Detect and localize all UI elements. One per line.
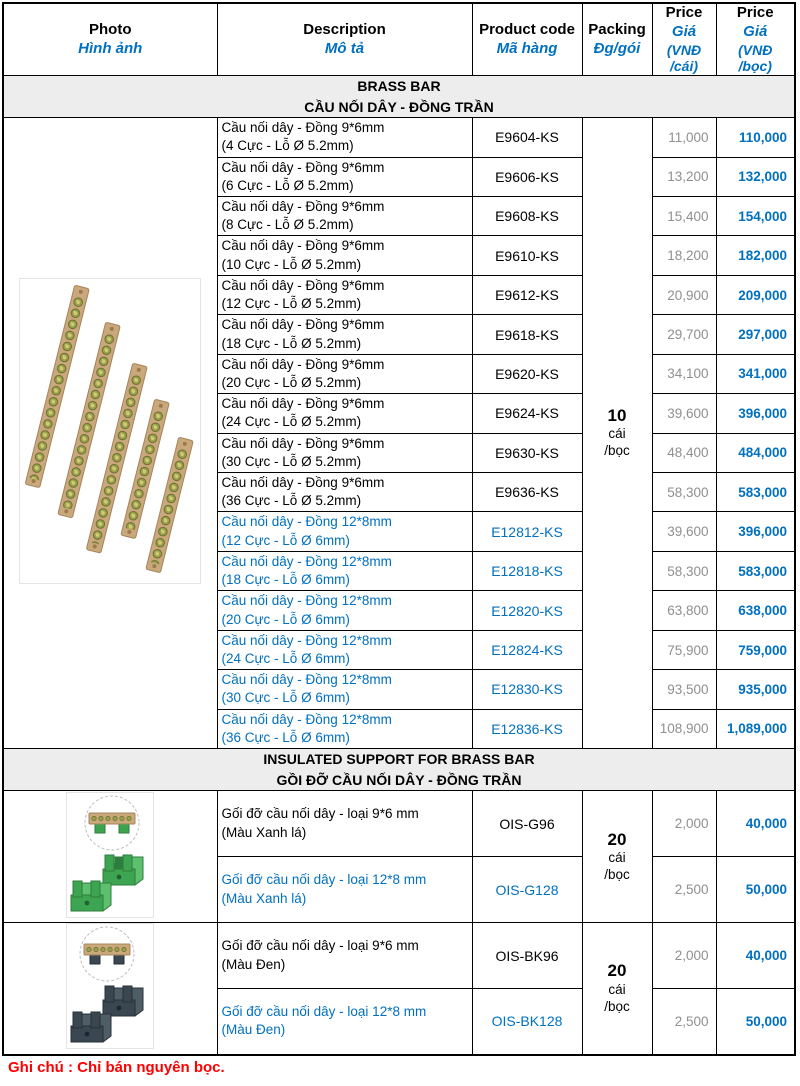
col-header-price-unit-cur: (VNĐ [666,41,702,58]
packing-qty: 20 [607,829,627,849]
unit-price: 108,900 [652,709,716,748]
product-description: Cầu nối dây - Đồng 9*6mm (4 Cực - Lỗ Ø 5.2mm) [217,118,472,157]
table-header-row [3,3,795,76]
product-code: E9630-KS [472,433,582,472]
unit-price: 2,000 [652,923,716,989]
unit-price: 29,700 [652,315,716,354]
pack-price: 154,000 [716,196,795,235]
product-description: Cầu nối dây - Đồng 9*6mm (6 Cực - Lỗ Ø 5.2mm) [217,157,472,196]
pack-price: 50,000 [716,857,795,923]
pack-price: 182,000 [716,236,795,275]
price-table [2,2,796,1056]
footer-note: Ghi chú : Chỉ bán nguyên bọc. [8,1059,225,1076]
product-description: Gối đỡ cầu nối dây - loại 12*8 mm (Màu Đen) [217,989,472,1055]
col-header-packing-vi: Đg/gói [593,39,641,57]
unit-price: 18,200 [652,236,716,275]
pack-price: 583,000 [716,551,795,590]
product-description: Cầu nối dây - Đồng 9*6mm (10 Cực - Lỗ Ø 5.2mm) [217,236,472,275]
col-header-packing [582,3,652,76]
product-description: Cầu nối dây - Đồng 12*8mm (24 Cực - Lỗ Ø 6mm) [217,630,472,669]
product-code: E12820-KS [472,591,582,630]
product-description: Cầu nối dây - Đồng 9*6mm (8 Cực - Lỗ Ø 5.2mm) [217,196,472,235]
col-header-price-pack-vi: Giá [743,22,768,40]
unit-price: 15,400 [652,196,716,235]
product-code: E9610-KS [472,236,582,275]
section-title-brass-bar [3,76,795,118]
section-title-row-insulated-support [3,749,795,791]
packing-unit: cái [608,981,626,997]
col-header-price-unit-vi: Giá [671,22,697,40]
section-title-en: INSULATED SUPPORT FOR BRASS BAR [263,751,535,768]
unit-price: 2,000 [652,791,716,857]
product-photo-cell [3,923,217,1055]
black-supports-product-photo [66,923,154,1049]
pack-price: 1,089,000 [716,709,795,748]
col-header-price-unit-per: /cái) [669,58,698,75]
product-code: E9620-KS [472,354,582,393]
col-header-price-pack-cur: (VNĐ [738,41,773,58]
pack-price: 484,000 [716,433,795,472]
pack-price: 759,000 [716,630,795,669]
unit-price: 58,300 [652,473,716,512]
packing-per: /bọc [604,998,630,1014]
col-header-price-unit-en: Price [665,4,703,21]
product-description: Cầu nối dây - Đồng 12*8mm (36 Cực - Lỗ Ø 6mm) [217,709,472,748]
product-description: Gối đỡ cầu nối dây - loại 12*8 mm (Màu Xanh lá) [217,857,472,923]
pack-price: 132,000 [716,157,795,196]
product-description: Cầu nối dây - Đồng 9*6mm (20 Cực - Lỗ Ø 5.2mm) [217,354,472,393]
section-title-vi: CẦU NỐI DÂY - ĐỒNG TRẦN [304,98,494,115]
product-photo-cell [3,118,217,749]
col-header-product-code-en: Product code [479,20,575,38]
product-code: OIS-G96 [472,791,582,857]
unit-price: 39,600 [652,394,716,433]
unit-price: 63,800 [652,591,716,630]
col-header-price-pack-per: /bọc) [738,58,772,75]
pack-price: 583,000 [716,473,795,512]
col-header-price-unit [652,3,716,76]
col-header-description-en: Description [303,20,386,38]
packing-unit: cái [608,849,626,865]
product-code: E9636-KS [472,473,582,512]
unit-price: 39,600 [652,512,716,551]
col-header-photo-vi: Hình ảnh [78,39,143,57]
brass-bars-product-photo [19,278,201,584]
pack-price: 40,000 [716,791,795,857]
product-description: Cầu nối dây - Đồng 9*6mm (36 Cực - Lỗ Ø 5.2mm) [217,473,472,512]
col-header-description-vi: Mô tả [324,39,365,57]
col-header-price-pack-en: Price [736,4,774,21]
unit-price: 11,000 [652,118,716,157]
product-description: Cầu nối dây - Đồng 9*6mm (30 Cực - Lỗ Ø 5.2mm) [217,433,472,472]
product-description: Gối đỡ cầu nối dây - loại 9*6 mm (Màu Đen) [217,923,472,989]
product-code: E9624-KS [472,394,582,433]
product-description: Cầu nối dây - Đồng 12*8mm (20 Cực - Lỗ Ø 6mm) [217,591,472,630]
pack-price: 209,000 [716,275,795,314]
green-supports-product-photo [66,792,154,918]
product-description: Gối đỡ cầu nối dây - loại 9*6 mm (Màu Xanh lá) [217,791,472,857]
packing-info [582,118,652,749]
pack-price: 396,000 [716,394,795,433]
product-code: E9606-KS [472,157,582,196]
product-code: E9612-KS [472,275,582,314]
product-description: Cầu nối dây - Đồng 9*6mm (12 Cực - Lỗ Ø 5.2mm) [217,275,472,314]
product-code: OIS-BK96 [472,923,582,989]
product-row [3,791,795,857]
section-title-insulated-support [3,749,795,791]
product-code: E9604-KS [472,118,582,157]
pack-price: 935,000 [716,670,795,709]
unit-price: 20,900 [652,275,716,314]
pack-price: 297,000 [716,315,795,354]
section-title-en: BRASS BAR [357,78,441,95]
product-code: E12812-KS [472,512,582,551]
product-code: E12830-KS [472,670,582,709]
unit-price: 2,500 [652,857,716,923]
packing-unit: cái [608,426,626,442]
packing-info [582,923,652,1055]
unit-price: 13,200 [652,157,716,196]
col-header-price-pack [716,3,795,76]
packing-info [582,791,652,923]
col-header-product-code-vi: Mã hàng [496,39,558,57]
unit-price: 75,900 [652,630,716,669]
pack-price: 396,000 [716,512,795,551]
product-description: Cầu nối dây - Đồng 9*6mm (18 Cực - Lỗ Ø 5.2mm) [217,315,472,354]
product-description: Cầu nối dây - Đồng 12*8mm (18 Cực - Lỗ Ø 6mm) [217,551,472,590]
product-photo-cell [3,791,217,923]
unit-price: 2,500 [652,989,716,1055]
col-header-description [217,3,472,76]
product-description: Cầu nối dây - Đồng 12*8mm (12 Cực - Lỗ Ø 6mm) [217,512,472,551]
product-code: OIS-BK128 [472,989,582,1055]
unit-price: 93,500 [652,670,716,709]
product-code: E12824-KS [472,630,582,669]
unit-price: 48,400 [652,433,716,472]
product-row [3,118,795,157]
product-code: OIS-G128 [472,857,582,923]
product-code: E12818-KS [472,551,582,590]
col-header-packing-en: Packing [588,20,646,38]
section-title-vi: GỒI ĐỠ CẦU NỐI DÂY - ĐỒNG TRẦN [276,771,522,788]
pack-price: 341,000 [716,354,795,393]
product-description: Cầu nối dây - Đồng 9*6mm (24 Cực - Lỗ Ø 5.2mm) [217,394,472,433]
unit-price: 34,100 [652,354,716,393]
product-description: Cầu nối dây - Đồng 12*8mm (30 Cực - Lỗ Ø 6mm) [217,670,472,709]
col-header-photo [3,3,217,76]
section-title-row-brass-bar [3,76,795,118]
pack-price: 110,000 [716,118,795,157]
product-code: E9618-KS [472,315,582,354]
packing-qty: 10 [607,406,627,426]
product-code: E12836-KS [472,709,582,748]
pack-price: 50,000 [716,989,795,1055]
pack-price: 40,000 [716,923,795,989]
col-header-photo-en: Photo [89,20,132,38]
product-row [3,923,795,989]
packing-per: /bọc [604,866,630,882]
pack-price: 638,000 [716,591,795,630]
product-code: E9608-KS [472,196,582,235]
col-header-product-code [472,3,582,76]
unit-price: 58,300 [652,551,716,590]
packing-qty: 20 [607,961,627,981]
packing-per: /bọc [604,443,630,459]
